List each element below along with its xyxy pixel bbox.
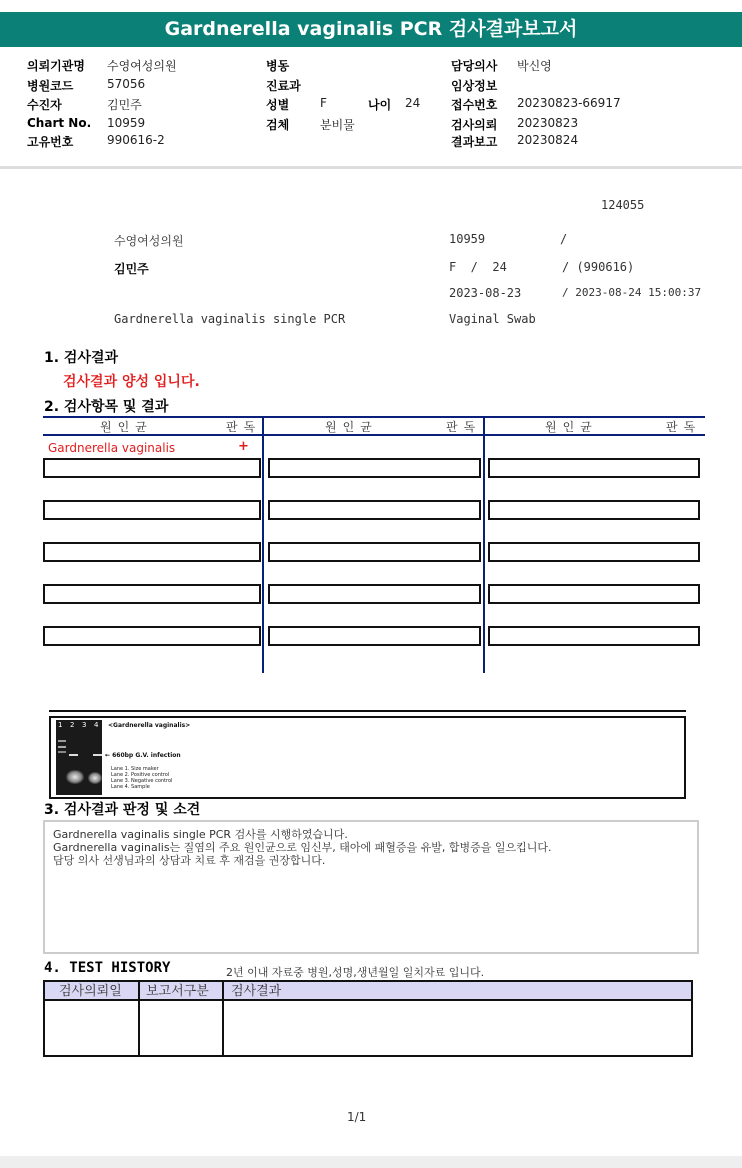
- receipt-no-value: 20230823-66917: [517, 96, 621, 110]
- gel-legend-item: Lane 4. Sample: [111, 784, 150, 790]
- form-sex-age: F / 24: [449, 260, 507, 274]
- specimen-label: 검체: [266, 118, 290, 132]
- specimen-value: 분비물: [320, 118, 355, 132]
- opinion-box: [43, 820, 699, 954]
- col-reading-header-1: 판독: [226, 420, 262, 434]
- result-box: [43, 626, 261, 646]
- form-hospital: 수영여성의원: [114, 234, 184, 248]
- report-date-value: 20230824: [517, 133, 579, 147]
- history-table-header: [45, 982, 691, 1001]
- form-code: 124055: [601, 198, 645, 212]
- result-box: [488, 542, 700, 562]
- result-box: [43, 458, 261, 478]
- gel-image: [56, 720, 102, 795]
- report-date-label: 결과보고: [451, 135, 498, 149]
- form-specimen: Vaginal Swab: [449, 312, 536, 326]
- gel-legend-item: Lane 3. Negative control: [111, 778, 173, 784]
- chart-no-label: Chart No.: [27, 116, 92, 130]
- history-table: [43, 980, 693, 1057]
- department-label: 진료과: [266, 79, 301, 93]
- ward-label: 병동: [266, 59, 290, 73]
- result-box: [43, 584, 261, 604]
- request-date-value: 20230823: [517, 116, 579, 130]
- hospital-name-value: 수영여성의원: [107, 59, 177, 73]
- unique-no-label: 고유번호: [27, 135, 74, 149]
- history-col-result: 검사결과: [231, 984, 282, 999]
- form-slash: /: [560, 232, 568, 246]
- gel-divider: [49, 710, 686, 712]
- gel-band: [58, 746, 66, 748]
- pathogen-name: Gardnerella vaginalis: [48, 441, 176, 455]
- col-pathogen-header-1: 원인균: [100, 420, 153, 434]
- section-history-title: 4. TEST HISTORY: [44, 960, 171, 976]
- doctor-label: 담당의사: [451, 59, 498, 73]
- result-box: [488, 500, 700, 520]
- chart-no-value: 10959: [107, 116, 146, 130]
- result-box: [43, 542, 261, 562]
- col-pathogen-header-2: 원인균: [325, 420, 378, 434]
- receipt-no-label: 접수번호: [451, 98, 498, 112]
- lane-number: 1: [58, 721, 63, 729]
- form-patient: 김민주: [114, 262, 149, 276]
- clinical-info-label: 임상정보: [451, 79, 498, 93]
- history-col-divider: [138, 982, 140, 1055]
- col-pathogen-header-3: 원인균: [545, 420, 598, 434]
- opinion-line: Gardnerella vaginalis single PCR 검사를 시행하였습니다.: [53, 828, 348, 841]
- form-id-part: / (990616): [562, 260, 635, 274]
- lane-number: 2: [70, 721, 75, 729]
- items-table-col-divider-2: [483, 416, 485, 673]
- hospital-code-value: 57056: [107, 77, 146, 91]
- patient-label: 수진자: [27, 98, 62, 112]
- result-box: [268, 542, 481, 562]
- request-date-label: 검사의뢰: [451, 118, 498, 132]
- section-items-title: 2. 검사항목 및 결과: [44, 399, 169, 415]
- form-chart: 10959: [449, 232, 486, 246]
- hospital-code-label: 병원코드: [27, 79, 74, 93]
- gel-glow: [88, 772, 102, 784]
- result-box: [488, 584, 700, 604]
- history-note: 2년 이내 자료중 병원,성명,생년월일 일치자료 입니다.: [226, 966, 485, 979]
- age-label: 나이: [368, 98, 392, 112]
- sex-label: 성별: [266, 98, 290, 112]
- result-box: [268, 500, 481, 520]
- footer-band: [0, 1156, 742, 1168]
- form-test-name: Gardnerella vaginalis single PCR: [114, 312, 346, 326]
- section-result-title: 1. 검사결과: [44, 350, 119, 366]
- doctor-value: 박신영: [517, 59, 552, 73]
- items-table-col-divider-1: [262, 416, 264, 673]
- gel-band: [58, 751, 66, 753]
- lane-number: 4: [94, 721, 99, 729]
- result-box: [268, 458, 481, 478]
- opinion-line: Gardnerella vaginalis는 질염의 주요 원인균으로 임신부, 태아에 패혈증을 유발, 합병증을 일으킵니다.: [53, 841, 552, 854]
- section-opinion-title: 3. 검사결과 판정 및 소견: [44, 802, 201, 818]
- age-value: 24: [405, 96, 421, 110]
- result-positive-text: 검사결과 양성 입니다.: [63, 374, 200, 390]
- patient-value: 김민주: [107, 98, 142, 112]
- sex-value: F: [320, 96, 327, 110]
- gel-electrophoresis-panel: [49, 716, 686, 799]
- hospital-name-label: 의뢰기관명: [27, 59, 85, 73]
- history-col-request-date: 검사의뢰일: [59, 984, 122, 999]
- pathogen-reading: +: [238, 439, 249, 454]
- page-number: 1/1: [347, 1110, 367, 1124]
- gel-band-label: ← 660bp G.V. infection: [105, 752, 181, 759]
- gel-legend-item: Lane 1. Size maker: [111, 766, 159, 772]
- result-box: [268, 626, 481, 646]
- gel-band: [93, 754, 102, 756]
- lane-number: 3: [82, 721, 87, 729]
- col-reading-header-2: 판독: [446, 420, 482, 434]
- gel-title: <Gardnerella vaginalis>: [108, 722, 191, 729]
- history-col-report-type: 보고서구분: [146, 984, 209, 999]
- result-box: [43, 500, 261, 520]
- report-title: Gardnerella vaginalis PCR 검사결과보고서: [0, 12, 742, 47]
- gel-band: [69, 754, 78, 756]
- opinion-line: 담당 의사 선생님과의 상담과 치료 후 재검을 권장합니다.: [53, 854, 326, 867]
- unique-no-value: 990616-2: [107, 133, 165, 147]
- gel-band: [58, 740, 66, 742]
- col-reading-header-3: 판독: [666, 420, 702, 434]
- result-box: [488, 626, 700, 646]
- form-report-datetime: / 2023-08-24 15:00:37: [562, 286, 702, 299]
- header-divider: [0, 166, 742, 169]
- result-box: [268, 584, 481, 604]
- gel-glow: [66, 770, 84, 784]
- gel-legend-item: Lane 2. Positive control: [111, 772, 170, 778]
- history-col-divider: [222, 982, 224, 1055]
- result-box: [488, 458, 700, 478]
- form-request-date: 2023-08-23: [449, 286, 522, 300]
